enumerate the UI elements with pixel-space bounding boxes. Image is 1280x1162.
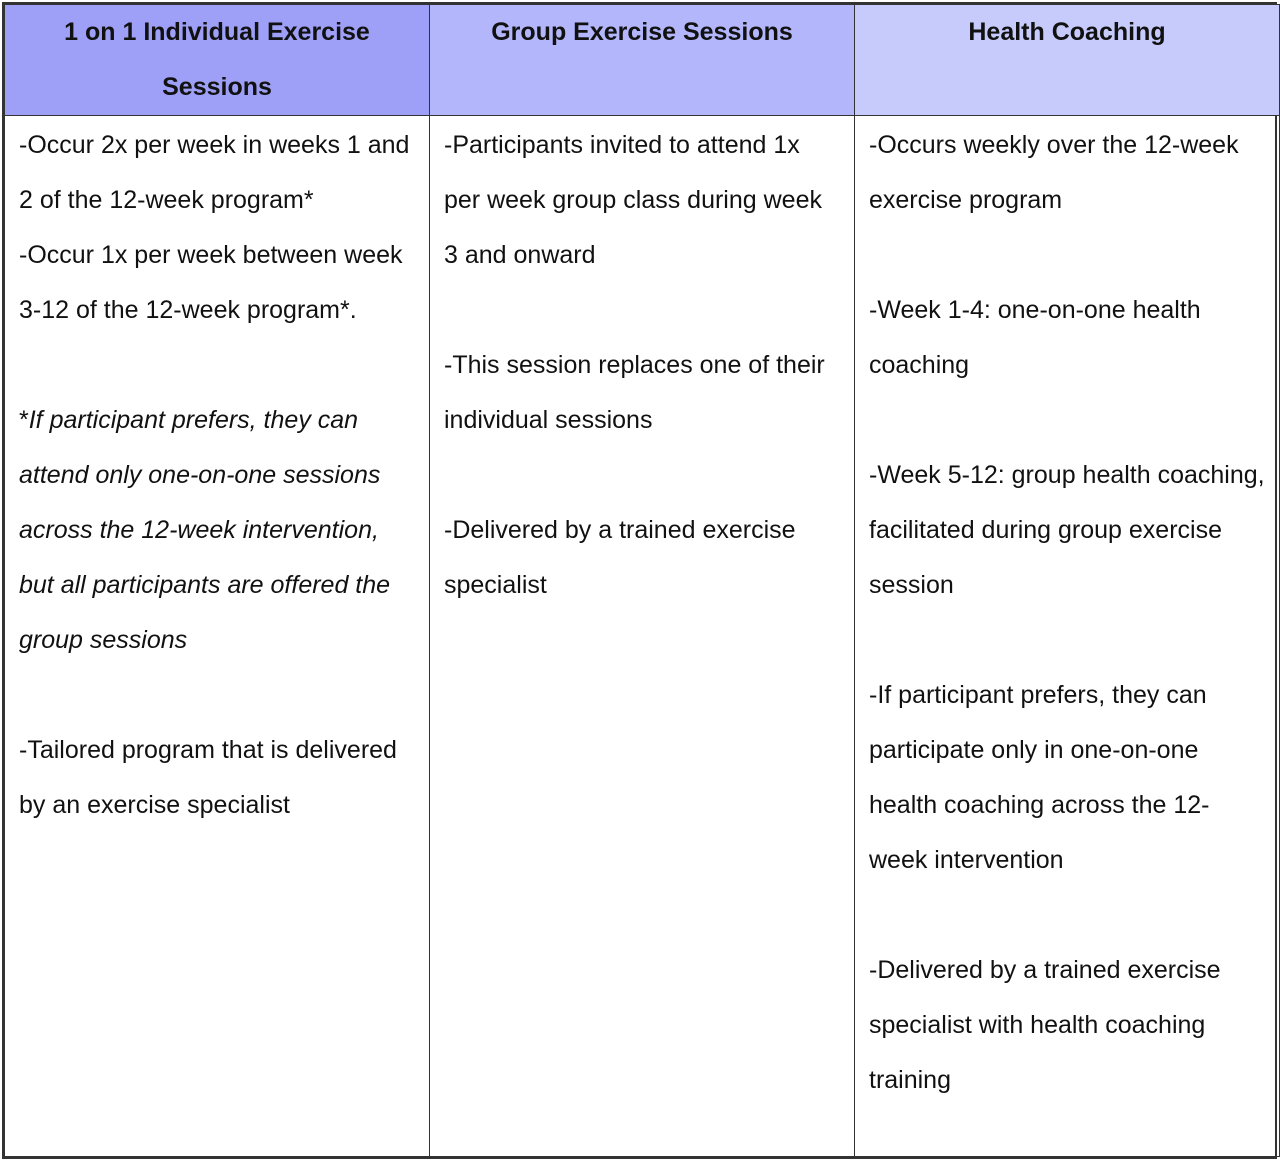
coaching-week-5-12-text: -Week 5-12: group health coaching, facilitated during group exercise session bbox=[869, 461, 1265, 599]
coaching-preference-text: -If participant prefers, they can participate only in one-on-one health coaching across the 12-week intervention bbox=[869, 681, 1210, 874]
header-individual-sessions: 1 on 1 Individual Exercise Sessions bbox=[5, 5, 430, 116]
cell-health-coaching bbox=[855, 116, 1280, 1157]
coaching-weekly-text: -Occurs weekly over the 12-week exercise program bbox=[869, 131, 1239, 214]
body-row bbox=[5, 116, 1280, 1157]
group-replaces-text: -This session replaces one of their individual sessions bbox=[444, 351, 825, 434]
individual-weeks-1-2-text: -Occur 2x per week in weeks 1 and 2 of the 12-week program* bbox=[19, 131, 410, 214]
individual-tailored-text: -Tailored program that is delivered by an exercise specialist bbox=[19, 736, 397, 819]
footnote-asterisk: * bbox=[19, 406, 29, 434]
header-row bbox=[5, 5, 1280, 116]
cell-group-sessions bbox=[430, 116, 855, 1157]
individual-weeks-3-12-text: -Occur 1x per week between week 3-12 of the 12-week program*. bbox=[19, 241, 403, 324]
individual-footnote bbox=[19, 393, 415, 668]
coaching-delivered-text: -Delivered by a trained exercise specialist with health coaching training bbox=[869, 956, 1221, 1094]
header-group-sessions: Group Exercise Sessions bbox=[430, 5, 855, 116]
header-health-coaching: Health Coaching bbox=[855, 5, 1280, 116]
table bbox=[4, 4, 1280, 1157]
group-delivered-text: -Delivered by a trained exercise specialist bbox=[444, 516, 796, 599]
group-invite-text: -Participants invited to attend 1x per week group class during week 3 and onward bbox=[444, 131, 822, 269]
program-components-table bbox=[2, 2, 1277, 1159]
cell-individual-sessions bbox=[5, 116, 430, 1157]
footnote-text: If participant prefers, they can attend only one-on-one sessions across the 12-week intervention, but all participants are offered the group sessions bbox=[19, 406, 391, 654]
coaching-week-1-4-text: -Week 1-4: one-on-one health coaching bbox=[869, 296, 1201, 379]
